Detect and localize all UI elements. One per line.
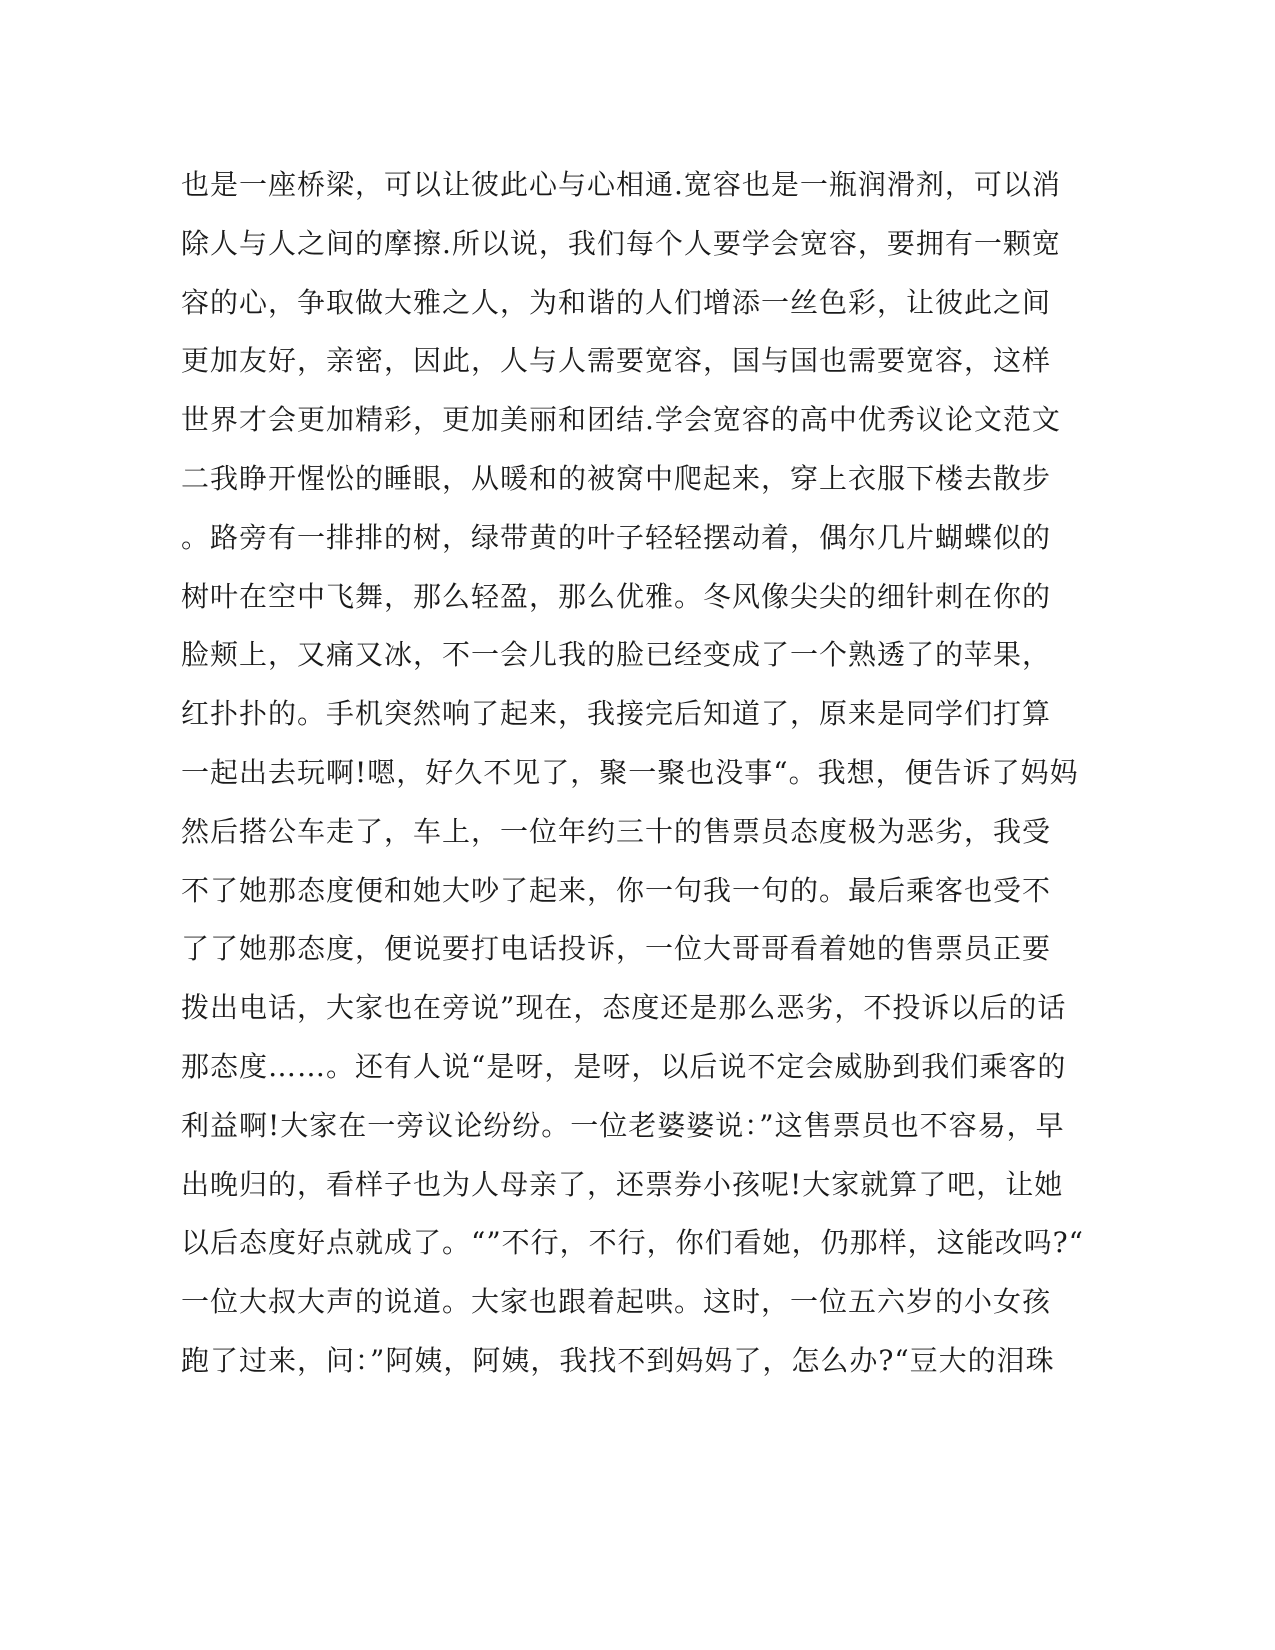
text-line: 那态度……。还有人说“是呀，是呀，以后说不定会威胁到我们乘客的 — [181, 1049, 1067, 1083]
text-line: 一起出去玩啊!嗯，好久不见了，聚一聚也没事“。我想，便告诉了妈妈 — [181, 755, 1079, 789]
text-line: 脸颊上，又痛又冰，不一会儿我的脸已经变成了一个熟透了的苹果， — [181, 638, 1052, 672]
text-line: 容的心，争取做大雅之人，为和谐的人们增添一丝色彩，让彼此之间 — [181, 285, 1052, 319]
text-line: 树叶在空中飞舞，那么轻盈，那么优雅。冬风像尖尖的细针刺在你的 — [181, 579, 1052, 613]
text-line: 二我睁开惺忪的睡眼，从暖和的被窝中爬起来，穿上衣服下楼去散步 — [181, 461, 1052, 495]
text-line: 了了她那态度，便说要打电话投诉，一位大哥哥看着她的售票员正要 — [181, 932, 1052, 966]
text-line: 然后搭公车走了，车上，一位年约三十的售票员态度极为恶劣，我受 — [181, 814, 1052, 848]
text-line: 除人与人之间的摩擦.所以说，我们每个人要学会宽容，要拥有一颗宽 — [181, 226, 1061, 260]
text-line: 跑了过来，问：”阿姨，阿姨，我找不到妈妈了，怎么办?“豆大的泪珠 — [181, 1343, 1055, 1377]
text-line: 。路旁有一排排的树，绿带黄的叶子轻轻摆动着，偶尔几片蝴蝶似的 — [181, 520, 1052, 554]
text-line: 世界才会更加精彩，更加美丽和团结.学会宽容的高中优秀议论文范文 — [181, 403, 1061, 437]
text-line: 一位大叔大声的说道。大家也跟着起哄。这时，一位五六岁的小女孩 — [181, 1285, 1052, 1319]
text-line: 出晚归的，看样子也为人母亲了，还票券小孩呢!大家就算了吧，让她 — [181, 1167, 1064, 1201]
text-line: 红扑扑的。手机突然响了起来，我接完后知道了，原来是同学们打算 — [181, 697, 1052, 731]
text-line: 更加友好，亲密，因此，人与人需要宽容，国与国也需要宽容，这样 — [181, 344, 1052, 378]
text-line: 拨出电话，大家也在旁说”现在，态度还是那么恶劣，不投诉以后的话 — [181, 991, 1067, 1025]
text-line: 以后态度好点就成了。“”不行，不行，你们看她，仍那样，这能改吗?“ — [181, 1226, 1084, 1260]
text-line: 也是一座桥梁，可以让彼此心与心相通.宽容也是一瓶润滑剂，可以消 — [181, 168, 1061, 201]
text-line: 不了她那态度便和她大吵了起来，你一句我一句的。最后乘客也受不 — [181, 873, 1052, 907]
body-text — [181, 156, 1084, 1391]
text-line: 利益啊!大家在一旁议论纷纷。一位老婆婆说：”这售票员也不容易，早 — [181, 1108, 1065, 1142]
